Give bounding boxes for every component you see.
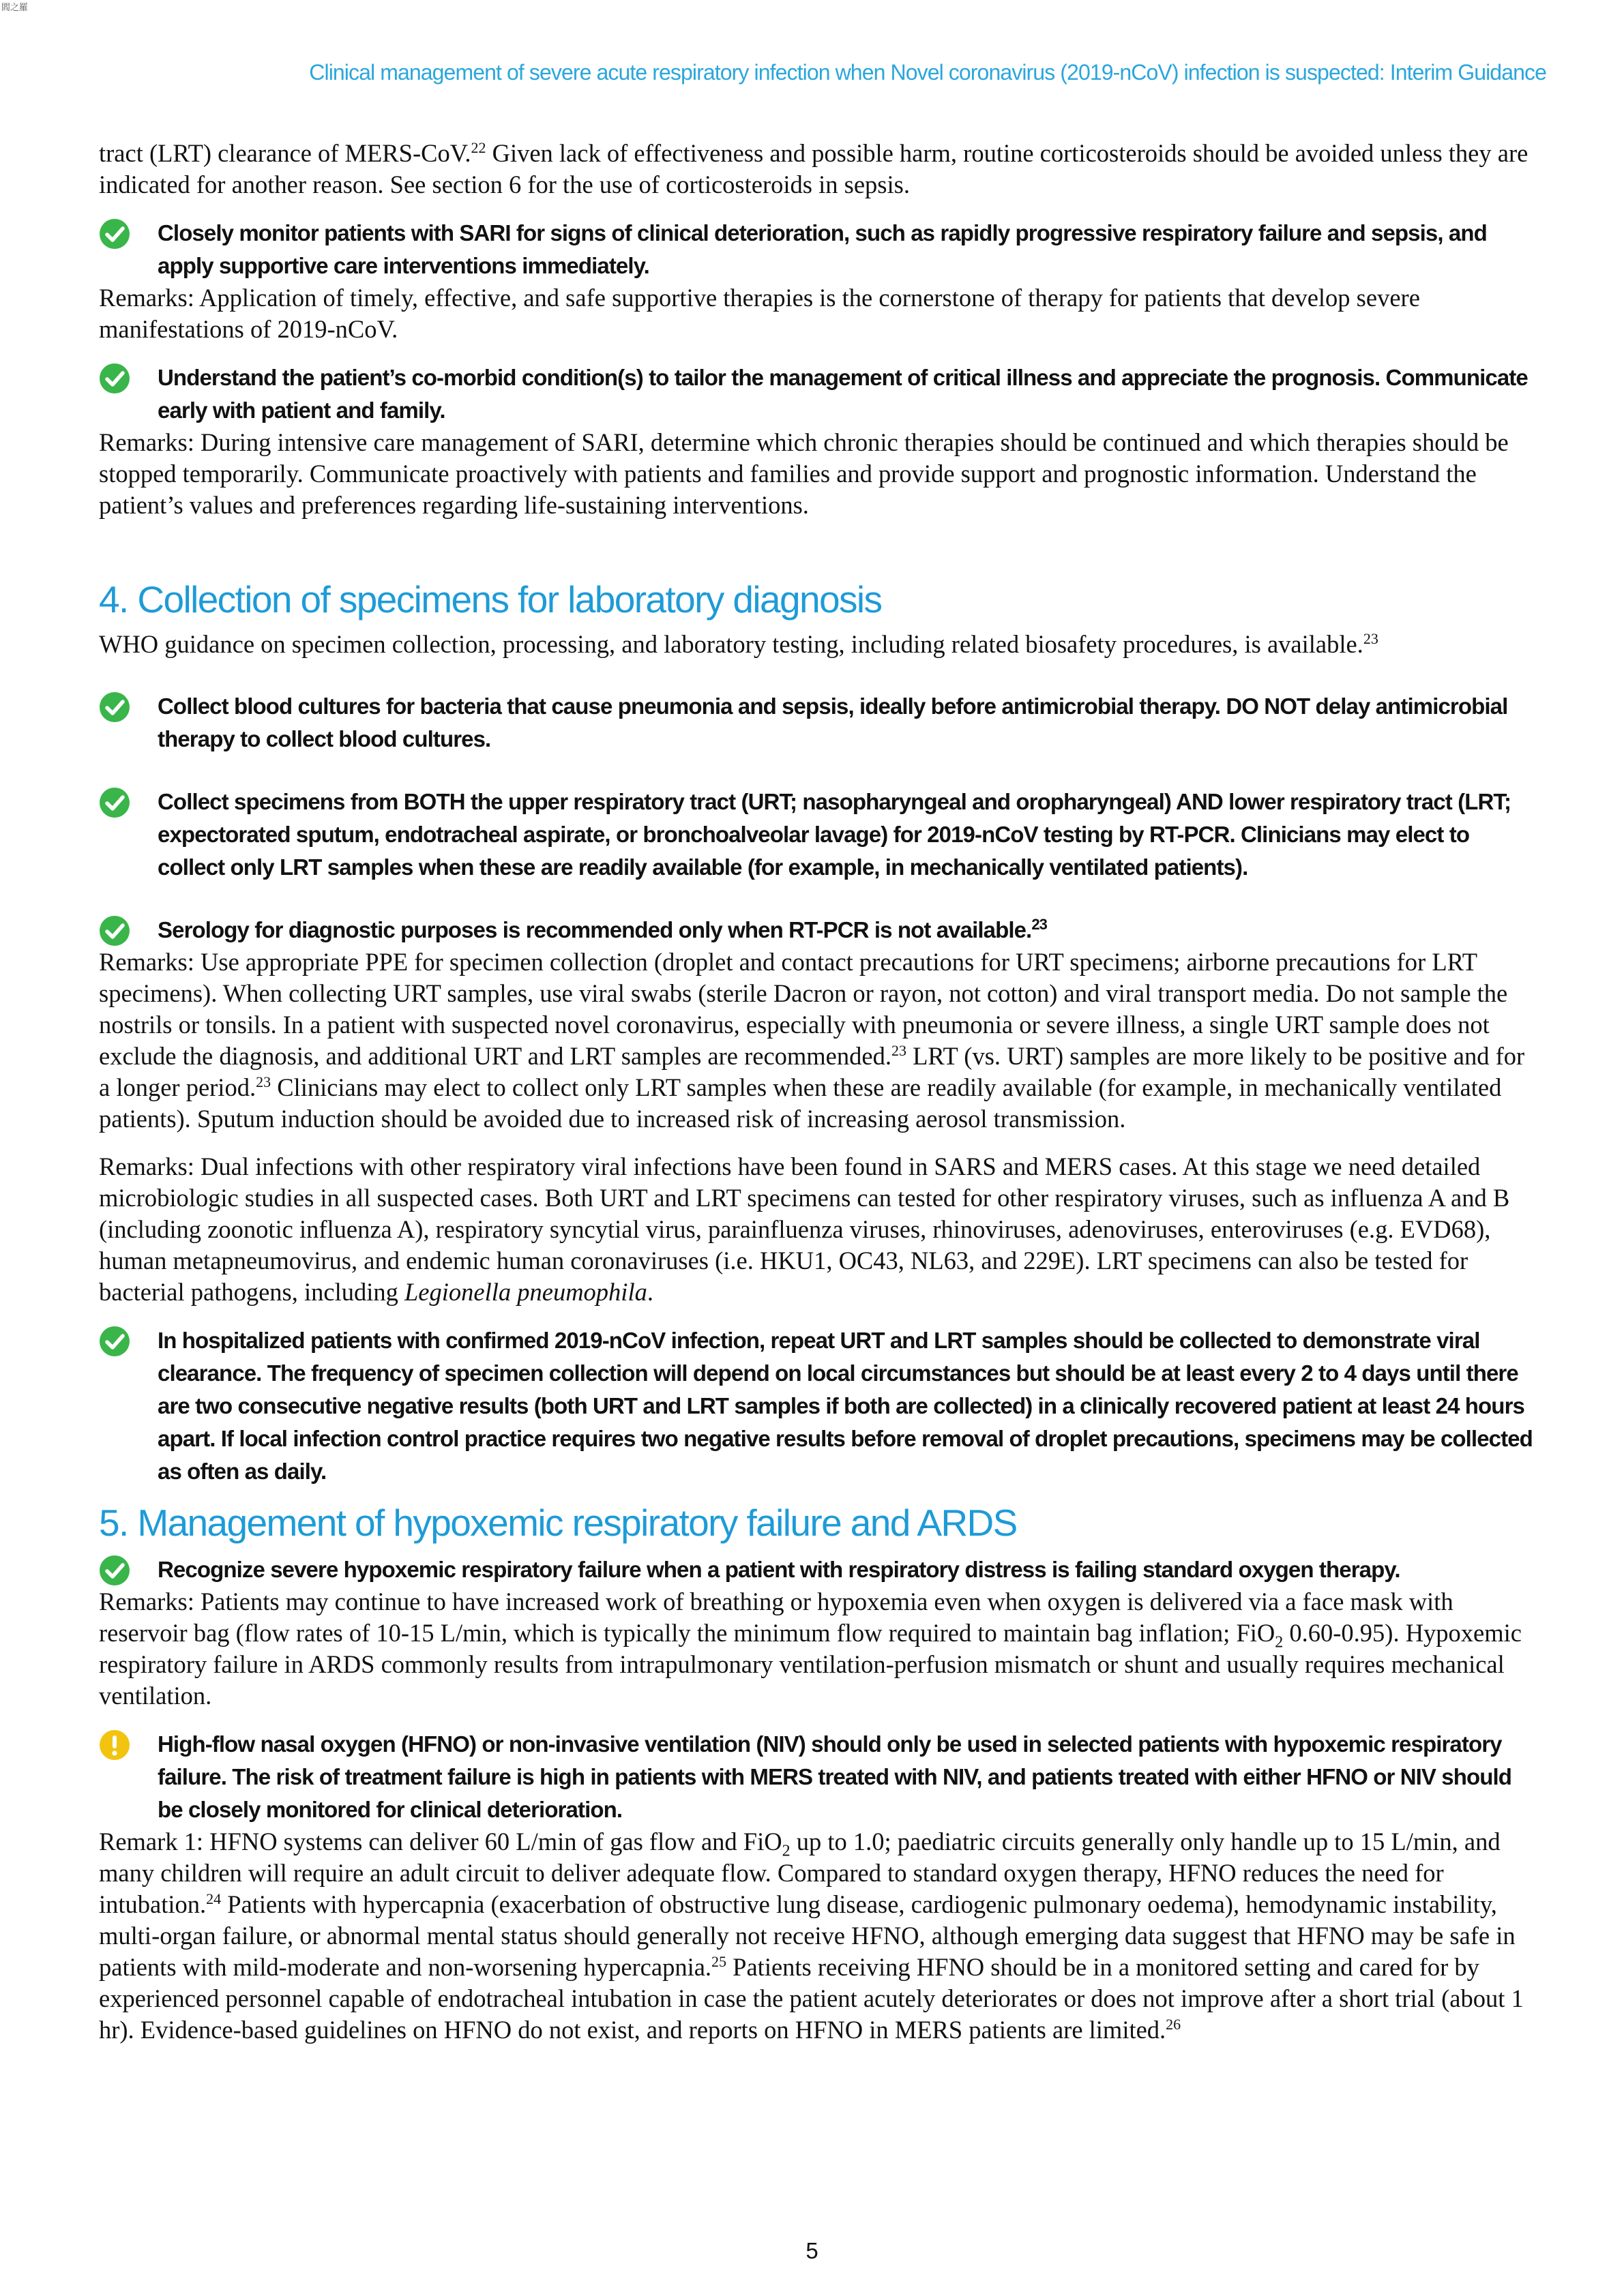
recommendation-monitor-deterioration: Closely monitor patients with SARI for signs of clinical deterioration, such as rapidly progressive respiratory failure and sepsis, and apply supportive care interventions immediately. [99, 217, 1538, 282]
footnote-ref: 23 [1363, 629, 1378, 647]
page-content [99, 138, 1538, 2046]
recommendation-comorbid-conditions: Understand the patient’s co-morbid condition(s) to tailor the management of critical illness and appreciate the prognosis. Communicate early with patient and family. [99, 361, 1538, 427]
footnote-ref: 26 [1166, 2015, 1181, 2033]
footnote-ref: 23 [1031, 916, 1047, 933]
intro-paragraph: tract (LRT) clearance of MERS-CoV.$^{22}$ Given lack of effectiveness and possible harm, routine corticosteroids should be avoided unless they are indicated for another reason. See section 6 for the use of corticosteroids in sepsis. [99, 138, 1529, 198]
remarks-paragraph: Remarks: Use appropriate PPE for specimen collection (droplet and contact precautions for URT specimens; airborne precautions for LRT specimens). When collecting URT samples, use viral swabs (sterile Dacron or rayon, not cotton) and viral transport media. Do not sample the nostrils or tonsils. In a patient with suspected novel coronavirus, especially with pneumonia or severe illness, a single URT sample does not exclude the diagnosis, and additional URT and LRT samples are recommended.$^{23}$ LRT (vs. URT) samples are more likely to be positive and for a longer period.$^{23}$ Clinicians may elect to collect only LRT samples when these are readily available (for example, in mechanically ventilated patients). Sputum induction should be avoided due to increased risk of increasing aerosol transmission. [99, 948, 1525, 1133]
remarks-paragraph: Remarks: Patients may continue to have increased work of breathing or hypoxemia even when oxygen is delivered via a face mask with reservoir bag (flow rates of 10-15 L/min, which is typically the minimum flow required to maintain bag inflation; FiO$_2$ 0.60-0.95). Hypoxemic respiratory failure in ARDS commonly results from intrapulmonary ventilation-perfusion mismatch or shunt and usually requires mechanical ventilation. [99, 1587, 1522, 1710]
check-circle-icon [99, 363, 130, 394]
exclamation-circle-icon [99, 1729, 130, 1761]
recommendation-repeat-samples: In hospitalized patients with confirmed 2019-nCoV infection, repeat URT and LRT samples should be collected to demonstrate viral clearance. The frequency of specimen collection will depend on local circumstances but should be at least every 2 to 4 days until there are two consecutive negative results (both URT and LRT samples if both are collected) in a clinically recovered patient at least 24 hours apart. If local infection control practice requires two negative results before removal of droplet precautions, specimens may be collected as often as daily. [99, 1324, 1538, 1488]
recommendation-blood-cultures: Collect blood cultures for bacteria that cause pneumonia and sepsis, ideally before antimicrobial therapy. DO NOT delay antimicrobial therapy to collect blood cultures. [99, 690, 1538, 756]
section-heading-specimens: 4. Collection of specimens for laboratory diagnosis [99, 578, 882, 621]
section-heading-hypoxemic-failure: 5. Management of hypoxemic respiratory failure and ARDS [99, 1502, 1017, 1544]
recommendation-hfno-niv-caution: High-flow nasal oxygen (HFNO) or non-invasive ventilation (NIV) should only be used in selected patients with hypoxemic respiratory failure. The risk of treatment failure is high in patients with MERS treated with NIV, and patients treated with either HFNO or NIV should be closely monitored for clinical deterioration. [99, 1728, 1538, 1826]
remarks-paragraph: Remark 1: HFNO systems can deliver 60 L/min of gas flow and FiO$_2$ up to 1.0; paediatric circuits generally only handle up to 15 L/min, and many children will require an adult circuit to deliver adequate flow. Compared to standard oxygen therapy, HFNO reduces the need for intubation.$^{24}$ Patients with hypercapnia (exacerbation of obstructive lung disease, cardiogenic pulmonary oedema), hemodynamic instability, multi-organ failure, or abnormal mental status should generally not receive HFNO, although emerging data suggest that HFNO may be safe in patients with mild-moderate and non-worsening hypercapnia.$^{25}$ Patients receiving HFNO should be in a monitored setting and cared for by experienced personnel capable of endotracheal intubation in case the patient acutely deteriorates or does not improve after a short trial (about 1 hr). Evidence-based guidelines on HFNO do not exist, and reports on HFNO in MERS patients are limited.$^{26}$ [99, 1828, 1524, 2044]
footnote-ref: 23 [256, 1073, 271, 1090]
remarks-paragraph: Remarks: Application of timely, effective, and safe supportive therapies is the cornerstone of therapy for patients that develop severe manifestations of 2019-nCoV. [99, 284, 1420, 343]
check-circle-icon [99, 691, 130, 723]
running-header: Clinical management of severe acute respiratory infection when Novel coronavirus (2019-nCoV) infection is suspected: Interim Guidance [309, 60, 1546, 85]
check-circle-icon [99, 787, 130, 818]
footnote-ref: 24 [206, 1890, 222, 1907]
recommendation-serology: Serology for diagnostic purposes is recommended only when RT-PCR is not available.$^{23}$ [99, 914, 1538, 946]
page-number: 5 [806, 2238, 818, 2263]
remarks-paragraph: Remarks: During intensive care management of SARI, determine which chronic therapies should be continued and which therapies should be stopped temporarily. Communicate proactively with patients and families and provide support and prognostic information. Understand the patient’s values and preferences regarding life-sustaining interventions. [99, 428, 1509, 519]
footnote-ref: 25 [711, 1952, 727, 1970]
footnote-ref: 23 [891, 1041, 906, 1059]
section-intro-paragraph: WHO guidance on specimen collection, processing, and laboratory testing, including related biosafety procedures, is available.$^{23}$ [99, 629, 1378, 658]
footnote-ref: 22 [471, 138, 486, 156]
check-circle-icon [99, 1326, 130, 1357]
check-circle-icon [99, 915, 130, 946]
check-circle-icon [99, 1555, 130, 1586]
corner-watermark: 閻之羅 [1, 3, 29, 13]
recommendation-recognize-hypoxemia: Recognize severe hypoxemic respiratory failure when a patient with respiratory distress is failing standard oxygen therapy. [99, 1553, 1538, 1586]
recommendation-urt-lrt-specimens: Collect specimens from BOTH the upper respiratory tract (URT; nasopharyngeal and oropharyngeal) AND lower respiratory tract (LRT; expectorated sputum, endotracheal aspirate, or bronchoalveolar lavage) for 2019-nCoV testing by RT-PCR. Clinicians may elect to collect only LRT samples when these are readily available (for example, in mechanically ventilated patients). [99, 786, 1538, 884]
remarks-paragraph: Remarks: Dual infections with other respiratory viral infections have been found in SARS and MERS cases. At this stage we need detailed microbiologic studies in all suspected cases. Both URT and LRT specimens can tested for other respiratory viruses, such as influenza A and B (including zoonotic influenza A), respiratory syncytial virus, parainfluenza viruses, rhinoviruses, adenoviruses, enteroviruses (e.g. EVD68), human metapneumovirus, and endemic human coronaviruses (i.e. HKU1, OC43, NL63, and 229E). LRT specimens can also be tested for bacterial pathogens, including Legionella pneumophila. [99, 1152, 1510, 1306]
check-circle-icon [99, 218, 130, 250]
